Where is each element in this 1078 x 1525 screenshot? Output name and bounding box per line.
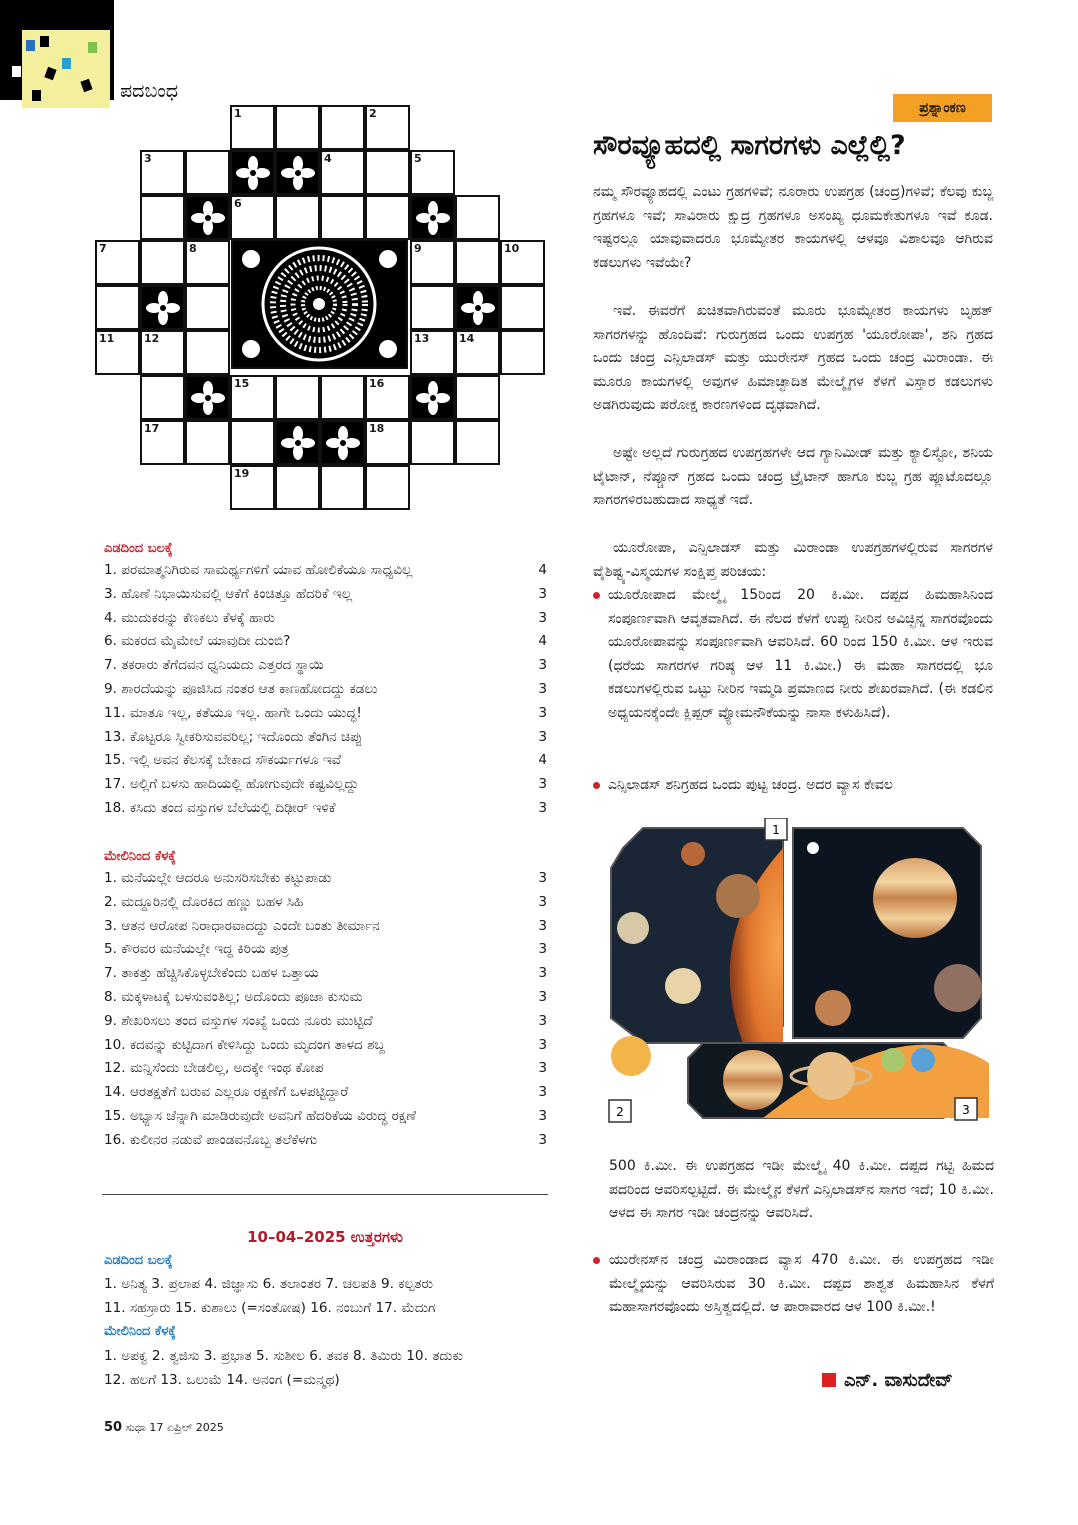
crossword-cell[interactable] bbox=[365, 465, 410, 510]
folio-text: ಸುಧಾ 17 ಏಪ್ರಿಲ್ 2025 bbox=[125, 1421, 224, 1434]
clue-text: 7. ತಕರಾರು ತೆಗೆದವನ ಧ್ವನಿಯದು ಎತ್ತರದ ಸ್ಥಾಯಿ bbox=[104, 657, 324, 674]
crossword-cell[interactable] bbox=[410, 240, 455, 285]
planets-illustration bbox=[603, 818, 989, 1124]
clue-number: 12 bbox=[144, 332, 160, 345]
clue-letter-count: 3 bbox=[538, 657, 547, 674]
clue-row bbox=[104, 1108, 547, 1130]
bullet-icon bbox=[593, 1257, 600, 1264]
clue-letter-count: 3 bbox=[538, 1108, 547, 1124]
clue-letter-count: 3 bbox=[538, 1131, 547, 1148]
crossword-cell[interactable] bbox=[365, 195, 410, 240]
clue-row bbox=[104, 1037, 547, 1059]
clue-text: 17. ಅಲ್ಲಿಗೆ ಬಳಸು ಹಾದಿಯಲ್ಲಿ ಹೋಗುವುದೇ ಕಷ್ಟವಿಲ್ಲದ್ದು bbox=[104, 776, 359, 793]
crossword-black-cell bbox=[140, 285, 185, 330]
crossword-cell[interactable] bbox=[455, 240, 500, 285]
flower-icon bbox=[281, 156, 315, 190]
clue-letter-count: 3 bbox=[538, 776, 547, 793]
crossword-cell[interactable] bbox=[95, 330, 140, 375]
clue-letter-count: 3 bbox=[538, 870, 547, 886]
clue-row bbox=[104, 681, 547, 703]
clue-text: 4. ಮುದುಕರನ್ನು ಕೆಣಕಲು ಕೆಳಕ್ಕೆ ಹಾರು bbox=[104, 609, 275, 626]
crossword-cell[interactable] bbox=[230, 420, 275, 465]
logo-square bbox=[40, 36, 49, 47]
svg-text:3: 3 bbox=[962, 1103, 970, 1117]
crossword-cell[interactable] bbox=[185, 285, 230, 330]
crossword-cell[interactable] bbox=[185, 420, 230, 465]
crossword-cell[interactable] bbox=[320, 195, 365, 240]
clue-row bbox=[104, 1060, 547, 1082]
article-paragraph: ಇವೆ. ಈವರೆಗೆ ಖಚಿತವಾಗಿರುವಂತೆ ಮೂರು ಭೂಮ್ಯೇತರ ಕಾಯಗಳು ಬೃಹತ್ ಸಾಗರಗಳನ್ನು ಹೊಂದಿವೆ: ಗುರುಗ್ರಹದ ಒಂದು ಉಪಗ್ರಹ 'ಯೂರೋಪಾ', ಶನಿ ಗ್ರಹದ ಒಂದು ಚಂದ್ರ ಎನ್ಸಿಲಾಡಸ್ ಮತ್ತು ಯುರೇನಸ್ ಗ್ರಹದ ಒಂದು ಚಂದ್ರ ಮಿರಾಂಡಾ. ಈ ಮೂರೂ ಕಾಯಗಳಲ್ಲಿ ಅವುಗಳ ಹಿಮಾಚ್ಛಾದಿತ ಮೇಲ್ಮೈಗಳ ಕೆಳಗೆ ವಿಸ್ತಾರ ಕಡಲುಗಳು ಅಡಗಿರುವುದು ಪರೋಕ್ಷ ಕಾರಣಗಳಿಂದ ದೃಢವಾಗಿದೆ. bbox=[593, 303, 993, 414]
clue-row bbox=[104, 1084, 547, 1106]
crossword-cell[interactable] bbox=[95, 240, 140, 285]
flower-icon bbox=[191, 201, 225, 235]
puzzle-logo bbox=[22, 30, 110, 108]
clue-number: 9 bbox=[414, 242, 422, 255]
clue-row bbox=[104, 989, 547, 1011]
clue-text: 14. ಆರತಕ್ಷತೆಗೆ ಬರುವ ಎಲ್ಲರೂ ರಕ್ಷಣೆಗೆ ಒಳಪಟ್ಟಿದ್ದಾರೆ bbox=[104, 1084, 349, 1101]
crossword-center-ornament bbox=[231, 239, 408, 369]
clue-row bbox=[104, 633, 547, 655]
clue-row bbox=[104, 610, 547, 632]
clue-letter-count: 3 bbox=[538, 917, 547, 934]
bullet-icon bbox=[593, 592, 600, 599]
crossword-cell[interactable] bbox=[275, 375, 320, 420]
flower-icon bbox=[461, 291, 495, 325]
clue-letter-count: 4 bbox=[538, 633, 547, 650]
down-heading: ಮೇಲಿನಿಂದ ಕೆಳಕ್ಕೆ bbox=[104, 849, 176, 864]
clue-text: 16. ಕುಲೀನರ ನಡುವೆ ಪಾಂಡವನೊಬ್ಬ ತಲೆಕೆಳಗು bbox=[104, 1131, 318, 1148]
clue-row bbox=[104, 752, 547, 774]
clue-text: 1. ಮನೆಯಲ್ಲೇ ಆದರೂ ಅನುಸರಿಸಬೇಕು ಕಟ್ಟುಪಾಡು bbox=[104, 870, 332, 886]
answers-down-heading: ಮೇಲಿನಿಂದ ಕೆಳಕ್ಕೆ bbox=[104, 1324, 176, 1339]
clue-text: 8. ಮಕ್ಕಳಾಟಕ್ಕೆ ಬಳಸುವಂತಿಲ್ಲ; ಅದೊಂದು ಪೂಜಾ ಕುಸುಮ bbox=[104, 989, 363, 1005]
clue-number: 18 bbox=[369, 422, 385, 435]
clue-letter-count: 3 bbox=[538, 965, 547, 982]
clue-letter-count: 3 bbox=[538, 1012, 547, 1029]
clue-text: 11. ಮಾತೂ ಇಲ್ಲ, ಕತೆಯೂ ಇಲ್ಲ. ಹಾಗೇ ಒಂದು ಯುದ್ಧ! bbox=[104, 704, 362, 721]
answers-across-heading: ಎಡದಿಂದ ಬಲಕ್ಕೆ bbox=[104, 1253, 173, 1268]
clue-number: 13 bbox=[414, 332, 430, 345]
clue-letter-count: 3 bbox=[538, 609, 547, 626]
clue-letter-count: 3 bbox=[538, 681, 547, 697]
crossword-cell[interactable] bbox=[455, 195, 500, 240]
bullet-text: ಯುರೇನಸ್‌ನ ಚಂದ್ರ ಮಿರಾಂಡಾದ ವ್ಯಾಸ 470 ಕಿ.ಮೀ. ಈ ಉಪಗ್ರಹದ ಇಡೀ ಮೇಲ್ಮೈಯನ್ನು ಆವರಿಸಿರುವ 30 ಕಿ.ಮೀ. ದಪ್ಪದ ಶಾಶ್ವತ ಹಿಮಹಾಸಿನ ಕೆಳಗೆ ಮಹಾಸಾಗರವೊಂದು ಅಸ್ತಿತ್ವದಲ್ಲಿದೆ. ಆ ಪಾರಾವಾರದ ಆಳ 100 ಕಿ.ಮೀ.! bbox=[609, 1252, 994, 1316]
clue-text: 12. ಮನ್ನಿಸೆಂದು ಬೇಡಲಿಲ್ಲ, ಅದಕ್ಕೇ ಇಂಥ ಕೋಪ bbox=[104, 1060, 324, 1077]
crossword-cell[interactable] bbox=[500, 240, 545, 285]
clue-text: 10. ಕದವನ್ನು ಕುಟ್ಟಿದಾಗ ಕೇಳಿಸಿದ್ದು ಒಂದು ಮೃದಂಗ ತಾಳದ ಶಬ್ದ bbox=[104, 1036, 385, 1053]
clue-letter-count: 3 bbox=[538, 941, 547, 958]
clue-row bbox=[104, 705, 547, 727]
clue-number: 15 bbox=[234, 377, 250, 390]
logo-square bbox=[32, 90, 41, 101]
crossword-black-cell bbox=[230, 150, 275, 195]
logo-square bbox=[44, 67, 56, 80]
clue-number: 7 bbox=[99, 242, 107, 255]
crossword-cell[interactable] bbox=[320, 465, 365, 510]
bullet-text: ಎನ್ಸಿಲಾಡಸ್ ಶನಿಗ್ರಹದ ಒಂದು ಪುಟ್ಟ ಚಂದ್ರ. ಅದರ ವ್ಯಾಸ ಕೇವಲ bbox=[608, 777, 893, 793]
article-paragraph: 500 ಕಿ.ಮೀ. ಈ ಉಪಗ್ರಹದ ಇಡೀ ಮೇಲ್ಮೈ 40 ಕಿ.ಮೀ. ದಪ್ಪದ ಗಟ್ಟಿ ಹಿಮದ ಪದರಿಂದ ಆವರಿಸಲ್ಪಟ್ಟಿದೆ. ಈ ಮೇಲ್ಮೈನ ಕೆಳಗೆ ಎನ್ಸಿಲಾಡಸ್‌ನ ಸಾಗರ ಇದೆ; 10 ಕಿ.ಮೀ. ಆಳದ ಈ ಸಾಗರ ಇಡೀ ಚಂದ್ರನನ್ನು ಆವರಿಸಿದೆ. bbox=[609, 1158, 994, 1222]
divider bbox=[102, 1194, 548, 1195]
flower-icon bbox=[146, 291, 180, 325]
clue-row bbox=[104, 965, 547, 987]
clue-text: 3. ಹೊಣೆ ನಿಭಾಯಿಸುವಲ್ಲಿ ಆಕೆಗೆ ಕಿಂಚಿತ್ತೂ ಹೆದರಿಕೆ ಇಲ್ಲ bbox=[104, 585, 353, 602]
clue-number: 16 bbox=[369, 377, 385, 390]
crossword-cell[interactable] bbox=[365, 105, 410, 150]
column-tag: ಪ್ರಶ್ನಾಂಕಣ bbox=[893, 94, 992, 122]
clue-number: 5 bbox=[414, 152, 422, 165]
svg-text:1: 1 bbox=[772, 823, 780, 837]
crossword-cell[interactable] bbox=[95, 285, 140, 330]
clue-row bbox=[104, 870, 547, 892]
crossword-cell[interactable] bbox=[140, 195, 185, 240]
figure-label bbox=[765, 818, 787, 840]
clue-row bbox=[104, 776, 547, 798]
clue-number: 19 bbox=[234, 467, 250, 480]
clue-number: 14 bbox=[459, 332, 475, 345]
flower-icon bbox=[236, 156, 270, 190]
clue-letter-count: 3 bbox=[538, 800, 547, 816]
crossword-black-cell bbox=[455, 285, 500, 330]
article-bullet-europa bbox=[593, 584, 993, 726]
crossword-cell[interactable] bbox=[230, 375, 275, 420]
page-number: 50 bbox=[104, 1420, 123, 1435]
answers-down-line: 1. ಅಪಕ್ವ 2. ತ್ವಜಿಸು 3. ಪ್ರಭಾತ 5. ಸುಶೀಲ 6. ತವಕ 8. ತಿಮಿರು 10. ತದುಕು bbox=[104, 1348, 463, 1364]
crossword-cell[interactable] bbox=[275, 465, 320, 510]
crossword-black-cell bbox=[410, 375, 455, 420]
crossword-cell[interactable] bbox=[185, 150, 230, 195]
byline-square-icon bbox=[822, 1373, 836, 1387]
logo-square bbox=[88, 42, 97, 53]
crossword-cell[interactable] bbox=[140, 420, 185, 465]
clue-letter-count: 3 bbox=[538, 989, 547, 1005]
clue-text: 13. ಕೊಟ್ಟರೂ ಸ್ವೀಕರಿಸುವವರಿಲ್ಲ; ಇದೊಂದು ತೆಂಗಿನ ಚಿಪ್ಪು bbox=[104, 728, 363, 745]
clue-row bbox=[104, 894, 547, 916]
clue-number: 11 bbox=[99, 332, 115, 345]
clue-letter-count: 3 bbox=[538, 585, 547, 602]
clue-number: 6 bbox=[234, 197, 242, 210]
crossword-cell[interactable] bbox=[365, 420, 410, 465]
article-title: ಸೌರವ್ಯೂಹದಲ್ಲಿ ಸಾಗರಗಳು ಎಲ್ಲೆಲ್ಲಿ? bbox=[593, 130, 906, 161]
crossword-black-cell bbox=[275, 150, 320, 195]
flower-icon bbox=[281, 426, 315, 460]
clue-text: 5. ಕೌರವರ ಮನೆಯಲ್ಲೇ ಇದ್ದ ಕಿರಿಯ ಪುತ್ರ bbox=[104, 941, 289, 958]
crossword-black-cell bbox=[275, 420, 320, 465]
crossword-black-cell bbox=[410, 195, 455, 240]
clue-text: 7. ತಾಕತ್ತು ಹೆಚ್ಚಿಸಿಕೊಳ್ಳಬೇಕೆಂದು ಬಹಳ ಒತ್ತಾಯ bbox=[104, 965, 319, 982]
clue-letter-count: 4 bbox=[538, 752, 547, 769]
clue-row bbox=[104, 918, 547, 940]
clue-text: 18. ಕಸಿದು ತಂದ ವಸ್ತುಗಳ ಬೆಲೆಯಲ್ಲಿ ದಿಢೀರ್ ಇಳಿಕೆ bbox=[104, 800, 336, 816]
clue-row bbox=[104, 800, 547, 822]
clue-row bbox=[104, 941, 547, 963]
article-paragraph: ಯೂರೋಪಾ, ಎನ್ಸಿಲಾಡಸ್ ಮತ್ತು ಮಿರಾಂಡಾ ಉಪಗ್ರಹಗಳಲ್ಲಿರುವ ಸಾಗರಗಳ ವೈಶಿಷ್ಟ್ಯ-ವಿಸ್ಮಯಗಳ ಸಂಕ್ಷಿಪ್ತ ಪರಿಚಯ: bbox=[593, 540, 993, 580]
crossword-cell[interactable] bbox=[365, 375, 410, 420]
crossword-cell[interactable] bbox=[455, 375, 500, 420]
crossword-black-cell bbox=[185, 375, 230, 420]
clue-row bbox=[104, 729, 547, 751]
crossword-cell[interactable] bbox=[410, 330, 455, 375]
page-folio bbox=[104, 1420, 224, 1435]
crossword-cell[interactable] bbox=[455, 330, 500, 375]
logo-square bbox=[26, 40, 35, 51]
crossword-cell[interactable] bbox=[410, 150, 455, 195]
clue-text: 2. ಮದ್ದೂರಿನಲ್ಲಿ ದೊರಕಿದ ಹಣ್ಣು ಬಹಳ ಸಿಹಿ bbox=[104, 893, 304, 910]
clue-text: 1. ಪರಮಾತ್ಮನಿಗಿರುವ ಸಾಮರ್ಥ್ಯಗಳಿಗೆ ಯಾವ ಹೋಲಿಕೆಯೂ ಸಾಧ್ಯವಿಲ್ಲ bbox=[104, 562, 413, 578]
clue-number: 2 bbox=[369, 107, 377, 120]
mandala-icon bbox=[233, 241, 406, 367]
figure-label bbox=[955, 1098, 977, 1120]
across-heading: ಎಡದಿಂದ ಬಲಕ್ಕೆ bbox=[104, 541, 173, 556]
figure-label bbox=[609, 1100, 631, 1122]
crossword-cell[interactable] bbox=[320, 375, 365, 420]
clue-letter-count: 3 bbox=[538, 893, 547, 910]
clue-row bbox=[104, 562, 547, 584]
clue-number: 1 bbox=[234, 107, 242, 120]
article-bullet-enceladus bbox=[593, 774, 993, 798]
crossword-cell[interactable] bbox=[320, 105, 365, 150]
crossword-cell[interactable] bbox=[365, 150, 410, 195]
clue-row bbox=[104, 657, 547, 679]
crossword-cell[interactable] bbox=[455, 420, 500, 465]
article-paragraph: ಅಷ್ಟೇ ಅಲ್ಲದೆ ಗುರುಗ್ರಹದ ಉಪಗ್ರಹಗಳೇ ಆದ ಗ್ಯಾನಿಮೀಡ್ ಮತ್ತು ಕ್ಯಾಲಿಸ್ಟೋ, ಶನಿಯ ಟೈಟಾನ್, ನೆಪ್ಚೂನ್ ಗ್ರಹದ ಒಂದು ಚಂದ್ರ ಟ್ರೈಟಾನ್ ಹಾಗೂ ಕುಬ್ಜ ಗ್ರಹ ಪ್ಲೂಟೊದಲ್ಲೂ ಸಾಗರಗಳಿರಬಹುದಾದ ಸಾಧ್ಯತೆ ಇದೆ. bbox=[593, 445, 993, 509]
article-bullet-miranda bbox=[593, 1249, 994, 1320]
clue-number: 10 bbox=[504, 242, 520, 255]
crossword-cell[interactable] bbox=[185, 240, 230, 285]
crossword-black-cell bbox=[320, 420, 365, 465]
logo-square bbox=[62, 58, 71, 69]
article-paragraph: ನಮ್ಮ ಸೌರವ್ಯೂಹದಲ್ಲಿ ಎಂಟು ಗ್ರಹಗಳಿವೆ; ನೂರಾರು ಉಪಗ್ರಹ (ಚಂದ್ರ)ಗಳಿವೆ; ಕೆಲವು ಕುಬ್ಜ ಗ್ರಹಗಳೂ ಇವೆ; ಸಾವಿರಾರು ಕ್ಷುದ್ರ ಗ್ರಹಗಳೂ ಅಸಂಖ್ಯ ಧೂಮಕೇತುಗಳೂ ಇವೆ ಕೂಡ. ಇಷ್ಟರಲ್ಲೂ ಯಾವುವಾದರೂ ಭೂಮ್ಯೇತರ ಕಾಯಗಳಲ್ಲಿ ಆಳವೂ ವಿಶಾಲವೂ ಆಗಿರುವ ಕಡಲುಗಳು ಇವೆಯೇ? bbox=[593, 184, 993, 271]
crossword-cell[interactable] bbox=[320, 150, 365, 195]
clue-text: 15. ಇಲ್ಲಿ ಅವನ ಕೆಲಸಕ್ಕೆ ಬೇಕಾದ ಸೌಕರ್ಯಗಳೂ ಇವೆ bbox=[104, 752, 342, 769]
answers-title: 10–04–2025 ಉತ್ತರಗಳು bbox=[247, 1228, 403, 1246]
flower-icon bbox=[416, 201, 450, 235]
answers-across-line: 1. ಅನಿತ್ಯ 3. ಪ್ರಲಾಪ 4. ಜಿಜ್ಞಾಸು 6. ತಲಾಂತರ 7. ಚಲಪತಿ 9. ಕಲ್ಪತರು bbox=[104, 1276, 434, 1292]
crossword-cell[interactable] bbox=[230, 195, 275, 240]
logo-square bbox=[80, 79, 92, 92]
crossword-cell[interactable] bbox=[140, 240, 185, 285]
crossword-cell[interactable] bbox=[140, 375, 185, 420]
crossword-cell[interactable] bbox=[410, 420, 455, 465]
clue-text: 9. ಶಾರದೆಯನ್ನು ಪೂಜಿಸಿದ ನಂತರ ಆತ ಕಾಣಹೋದದ್ದು ಕಡಲು bbox=[104, 681, 378, 697]
answers-down-line: 12. ಹಲಗೆ 13. ಒಲುಮೆ 14. ಅನಂಗ (=ಮನ್ಮಥ) bbox=[104, 1372, 340, 1388]
bullet-icon bbox=[593, 782, 600, 789]
clue-row bbox=[104, 1013, 547, 1035]
crossword-cell[interactable] bbox=[230, 465, 275, 510]
clue-letter-count: 3 bbox=[538, 728, 547, 745]
svg-text:2: 2 bbox=[616, 1105, 624, 1119]
bullet-text: ಯೂರೋಪಾದ ಮೇಲ್ಮೈ 15ರಿಂದ 20 ಕಿ.ಮೀ. ದಪ್ಪದ ಹಿಮಹಾಸಿನಿಂದ ಸಂಪೂರ್ಣವಾಗಿ ಆವೃತವಾಗಿದೆ. ಈ ನೆಲದ ಕೆಳಗೆ ಉಪ್ಪು ನೀರಿನ ಅವಿಚ್ಛಿನ್ನ ಸಾಗರವೊಂದು ಯೂರೋಪಾವನ್ನು ಸಂಪೂರ್ಣವಾಗಿ ಆವರಿಸಿದೆ. 60 ರಿಂದ 150 ಕಿ.ಮೀ. ಆಳ ಇರುವ (ಧರೆಯ ಸಾಗರಗಳ ಗರಿಷ್ಠ ಆಳ 11 ಕಿ.ಮೀ.) ಈ ಮಹಾ ಸಾಗರದಲ್ಲಿ ಭೂ ಕಡಲುಗಳಲ್ಲಿರುವ ಒಟ್ಟು ನೀರಿನ ಇಮ್ಮಡಿ ಪ್ರಮಾಣದ ನೀರು ಶೇಖರವಾಗಿದೆ. (ಈ ಕಡಲಿನ ಅಧ್ಯಯನಕ್ಕೆಂದೇ ಕ್ಲಿಪ್ಪರ್ ವ್ಯೋಮನೌಕೆಯನ್ನು ನಾಸಾ ಕಳುಹಿಸಿದೆ). bbox=[608, 587, 993, 721]
crossword-cell[interactable] bbox=[500, 285, 545, 330]
crossword-cell[interactable] bbox=[140, 330, 185, 375]
section-label: ಪದಬಂಧ bbox=[120, 80, 179, 102]
crossword-cell[interactable] bbox=[140, 150, 185, 195]
clue-number: 17 bbox=[144, 422, 160, 435]
crossword-cell[interactable] bbox=[410, 285, 455, 330]
flower-icon bbox=[326, 426, 360, 460]
crossword-cell[interactable] bbox=[275, 195, 320, 240]
flower-icon bbox=[191, 381, 225, 415]
logo-square bbox=[12, 66, 21, 77]
crossword-black-cell bbox=[185, 195, 230, 240]
clue-text: 9. ಶೇಖರಿಸಲು ತಂದ ವಸ್ತುಗಳ ಸಂಖ್ಯೆ ಒಂದು ನೂರು ಮುಟ್ಟಿದೆ bbox=[104, 1012, 373, 1029]
clue-row bbox=[104, 586, 547, 608]
crossword-cell[interactable] bbox=[275, 105, 320, 150]
author-name: ಎನ್. ವಾಸುದೇವ್ bbox=[844, 1370, 953, 1391]
clue-letter-count: 3 bbox=[538, 1036, 547, 1053]
clue-letter-count: 4 bbox=[538, 562, 547, 578]
answers-across-line: 11. ಸಹಸ್ರಾರು 15. ಕುಶಾಲು (=ಸಂತೋಷ) 16. ನಂಬುಗೆ 17. ಮೆದುಗ bbox=[104, 1300, 436, 1316]
crossword-cell[interactable] bbox=[500, 330, 545, 375]
clue-number: 3 bbox=[144, 152, 152, 165]
clue-number: 8 bbox=[189, 242, 197, 255]
clue-letter-count: 3 bbox=[538, 1084, 547, 1101]
clue-number: 4 bbox=[324, 152, 332, 165]
clue-letter-count: 3 bbox=[538, 1060, 547, 1077]
clue-row bbox=[104, 1132, 547, 1154]
clue-text: 15. ಅಭ್ಯಾಸ ಚೆನ್ನಾಗಿ ಮಾಡಿರುವುದೇ ಅವನಿಗೆ ಹೆದರಿಕೆಯ ವಿರುದ್ಧ ರಕ್ಷಣೆ bbox=[104, 1108, 417, 1124]
clue-letter-count: 3 bbox=[538, 704, 547, 721]
flower-icon bbox=[416, 381, 450, 415]
author-byline bbox=[822, 1370, 953, 1391]
crossword-cell[interactable] bbox=[185, 330, 230, 375]
clue-text: 3. ಆತನ ಆರೋಪ ನಿರಾಧಾರವಾದದ್ದು ಎಂದೇ ಬಂತು ತೀರ್ಮಾನ bbox=[104, 917, 380, 934]
clue-text: 6. ಮಕರದ ಮೈಮೇಲೆ ಯಾವುದೀ ದುಂಬಿ? bbox=[104, 633, 291, 650]
crossword-cell[interactable] bbox=[230, 105, 275, 150]
